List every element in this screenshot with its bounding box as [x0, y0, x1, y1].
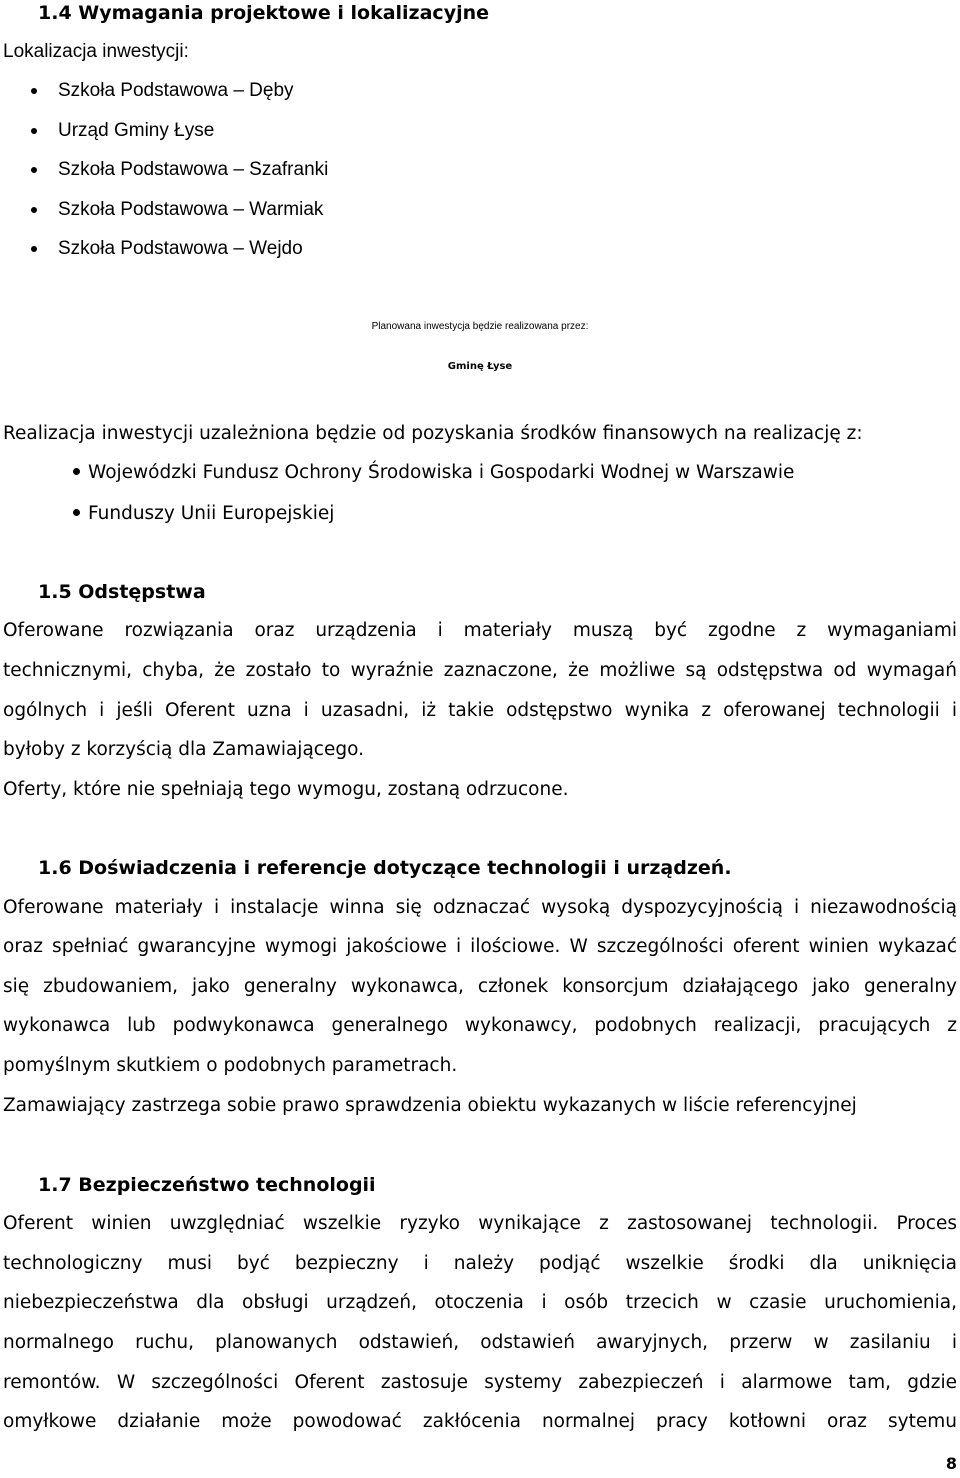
- paragraph-line: Oferent winien uwzględniać wszelkie ryzyko wynikające z zastosowanej technologii. Proces: [3, 1213, 957, 1234]
- page-number: 8: [945, 1454, 957, 1473]
- funding-item: Wojewódzki Fundusz Ochrony Środowiska i Gospodarki Wodnej w Warszawie: [88, 462, 795, 483]
- location-item: Szkoła Podstawowa – Szafranki: [58, 159, 329, 180]
- paragraph-line: byłoby z korzyścią dla Zamawiającego.: [3, 739, 364, 760]
- paragraph-line: Zamawiający zastrzega sobie prawo sprawdzenia obiektu wykazanych w liście referencyjnej: [3, 1095, 857, 1116]
- paragraph-line: technicznymi, chyba, że zostało to wyraźnie zaznaczone, że możliwe są odstępstwa od wymagań: [3, 660, 957, 681]
- bullet-icon: [73, 468, 80, 475]
- paragraph-line: pomyślnym skutkiem o podobnych parametrach.: [3, 1055, 458, 1076]
- paragraph-line: remontów. W szczególności Oferent zastosuje systemy zabezpieczeń i alarmowe tam, gdzie: [3, 1372, 957, 1393]
- paragraph-line: oraz spełniać gwarancyjne wymogi jakościowe i ilościowe. W szczególności oferent winien wykazać: [3, 936, 957, 957]
- bullet-icon: [31, 128, 37, 134]
- funding-label: Realizacja inwestycji uzależniona będzie od pozyskania środków finansowych na realizację z:: [3, 423, 863, 444]
- paragraph-line: normalnego ruchu, planowanych odstawień, odstawień awaryjnych, przerw w zasilaniu i: [3, 1332, 957, 1353]
- paragraph-line: Oferty, które nie spełniają tego wymogu, zostaną odrzucone.: [3, 779, 569, 800]
- paragraph-line: technologiczny musi być bezpieczny i należy podjąć wszelkie środki dla uniknięcia: [3, 1253, 957, 1274]
- bullet-icon: [31, 88, 37, 94]
- paragraph-line: niebezpieczeństwa dla obsługi urządzeń, otoczenia i osób trzecich w czasie uruchomienia,: [3, 1292, 957, 1313]
- location-item: Urząd Gminy Łyse: [58, 120, 215, 141]
- bullet-icon: [31, 207, 37, 213]
- executor-label: Planowana inwestycja będzie realizowana przez:: [371, 321, 589, 332]
- location-item: Szkoła Podstawowa – Dęby: [58, 80, 294, 101]
- paragraph-line: ogólnych i jeśli Oferent uzna i uzasadni, iż takie odstępstwo wynika z oferowanej technologii i: [3, 700, 957, 721]
- section-heading-1-5: 1.5 Odstępstwa: [38, 581, 206, 603]
- location-item: Szkoła Podstawowa – Warmiak: [58, 199, 324, 220]
- paragraph-line: Oferowane rozwiązania oraz urządzenia i materiały muszą być zgodne z wymaganiami: [3, 620, 957, 641]
- section-heading-1-7: 1.7 Bezpieczeństwo technologii: [38, 1174, 376, 1196]
- bullet-icon: [73, 509, 80, 516]
- section-heading-1-4: 1.4 Wymagania projektowe i lokalizacyjne: [38, 2, 490, 24]
- funding-item: Funduszy Unii Europejskiej: [88, 503, 335, 524]
- section-heading-1-6: 1.6 Doświadczenia i referencje dotyczące technologii i urządzeń.: [38, 857, 732, 879]
- bullet-icon: [31, 246, 37, 252]
- paragraph-line: wykonawca lub podwykonawca generalnego wykonawcy, podobnych realizacji, pracujących z: [3, 1015, 957, 1036]
- location-item: Szkoła Podstawowa – Wejdo: [58, 238, 303, 259]
- paragraph-line: się zbudowaniem, jako generalny wykonawca, członek konsorcjum działającego jako generalny: [3, 976, 957, 997]
- location-label: Lokalizacja inwestycji:: [3, 41, 189, 62]
- bullet-icon: [31, 167, 37, 173]
- paragraph-line: omyłkowe działanie może powodować zakłócenia normalnej pracy kotłowni oraz sytemu: [3, 1411, 957, 1432]
- paragraph-line: Oferowane materiały i instalacje winna się odznaczać wysoką dyspozycyjnością i niezawodnością: [3, 897, 957, 918]
- executor-name: Gminę Łyse: [447, 361, 513, 372]
